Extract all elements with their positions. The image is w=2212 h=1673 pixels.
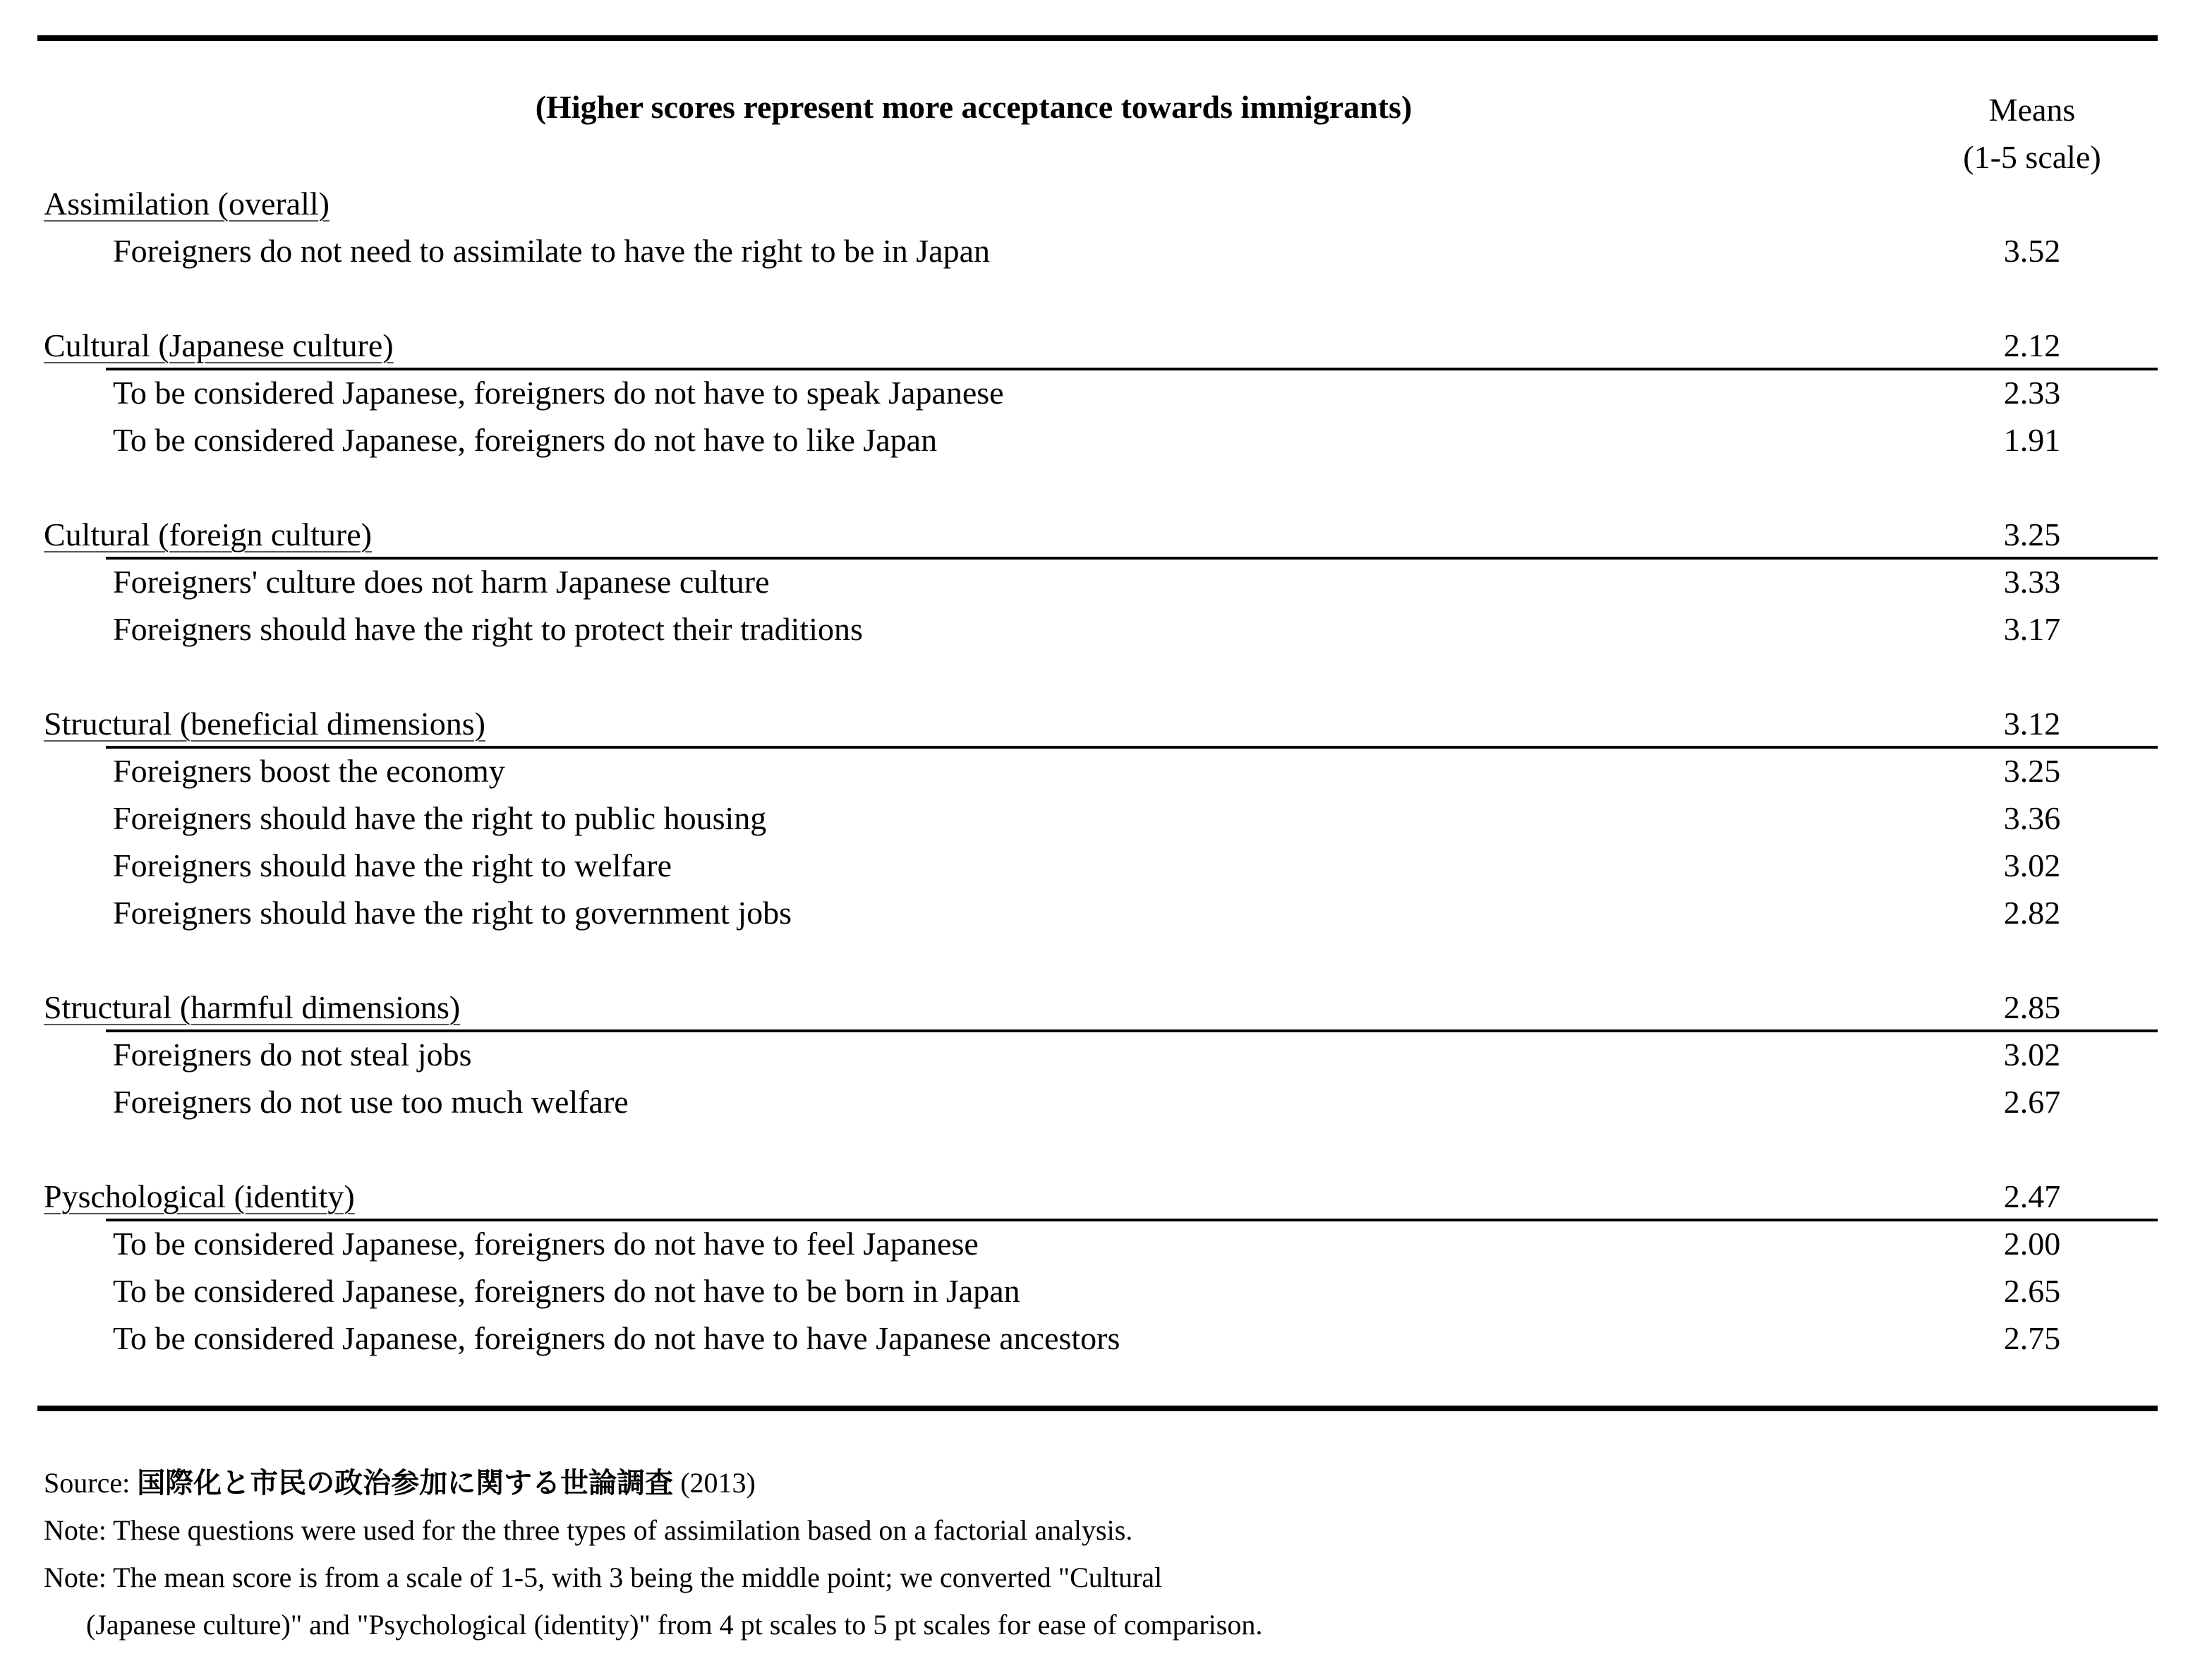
category-label: Cultural (Japanese culture) [44, 327, 394, 363]
table-row [0, 227, 2212, 274]
item-mean: 3.02 [2003, 1037, 2061, 1073]
category-label: Structural (beneficial dimensions) [44, 706, 485, 742]
table-row [0, 747, 2212, 795]
note-2-line-2: (Japanese culture)" and "Psychological (identity)" from 4 pt scales to 5 pt scales for ease of comparison. [86, 1609, 1263, 1641]
item-label: Foreigners boost the economy [113, 753, 505, 789]
item-mean: 3.02 [2003, 847, 2061, 883]
means-table [0, 180, 2212, 1362]
scale-label: (1-5 scale) [1963, 139, 2101, 175]
item-label: Foreigners should have the right to government jobs [113, 895, 792, 931]
table-row [0, 558, 2212, 605]
table-header-note: (Higher scores represent more acceptance towards immigrants) [535, 89, 1413, 125]
source-title: 国際化と市民の政治参加に関する世論調査 [137, 1467, 674, 1499]
table-row [0, 889, 2212, 936]
category-row [0, 1173, 2212, 1220]
category-row [0, 984, 2212, 1031]
category-row [0, 180, 2212, 227]
category-row [0, 322, 2212, 369]
category-mean: 2.47 [2003, 1178, 2061, 1214]
table-row [0, 1078, 2212, 1125]
row-spacer [0, 1125, 2212, 1173]
item-label: To be considered Japanese, foreigners do not have to feel Japanese [113, 1226, 979, 1262]
table-footer [44, 1459, 1262, 1648]
item-label: To be considered Japanese, foreigners do not have to be born in Japan [113, 1273, 1020, 1309]
item-mean: 2.65 [2003, 1273, 2061, 1309]
category-mean: 2.12 [2003, 327, 2061, 363]
table-row [0, 1031, 2212, 1078]
item-mean: 1.91 [2003, 422, 2061, 458]
source-line [44, 1459, 1262, 1506]
item-label: Foreigners should have the right to protect their traditions [113, 611, 863, 647]
table-row [0, 1267, 2212, 1315]
category-mean: 3.25 [2003, 517, 2061, 552]
category-label: Cultural (foreign culture) [44, 517, 372, 552]
table-row [0, 842, 2212, 889]
item-label: Foreigners do not steal jobs [113, 1037, 472, 1073]
item-mean: 3.52 [2003, 233, 2061, 269]
table-bottom-rule [37, 1406, 2158, 1411]
category-row [0, 511, 2212, 558]
item-label: To be considered Japanese, foreigners do not have to speak Japanese [113, 375, 1004, 411]
category-label: Structural (harmful dimensions) [44, 989, 461, 1025]
item-label: Foreigners should have the right to public housing [113, 800, 767, 836]
row-spacer [0, 653, 2212, 700]
category-label: Assimilation (overall) [44, 186, 330, 222]
item-label: To be considered Japanese, foreigners do not have to like Japan [113, 422, 938, 458]
table-row [0, 416, 2212, 464]
means-column-header [1891, 86, 2173, 181]
table-row [0, 605, 2212, 653]
source-prefix: Source: [44, 1467, 131, 1499]
item-mean: 2.67 [2003, 1084, 2061, 1120]
category-mean: 3.12 [2003, 706, 2061, 742]
item-mean: 3.36 [2003, 800, 2061, 836]
item-mean: 3.17 [2003, 611, 2061, 647]
item-mean: 2.33 [2003, 375, 2061, 411]
item-mean: 2.00 [2003, 1226, 2061, 1262]
item-mean: 3.33 [2003, 564, 2061, 600]
row-spacer [0, 274, 2212, 322]
item-mean: 2.75 [2003, 1320, 2061, 1356]
table-top-rule [37, 35, 2158, 41]
category-mean: 2.85 [2003, 989, 2061, 1025]
table-row [0, 1315, 2212, 1362]
item-mean: 3.25 [2003, 753, 2061, 789]
item-label: Foreigners do not use too much welfare [113, 1084, 629, 1120]
note-2-line-1: Note: The mean score is from a scale of 1-5, with 3 being the middle point; we converted "Cultural [44, 1562, 1163, 1593]
category-row [0, 700, 2212, 747]
source-year: (2013) [680, 1467, 756, 1499]
table-row [0, 795, 2212, 842]
note-1: Note: These questions were used for the three types of assimilation based on a factorial analysis. [44, 1514, 1133, 1546]
item-label: Foreigners' culture does not harm Japanese culture [113, 564, 770, 600]
row-spacer [0, 464, 2212, 511]
item-mean: 2.82 [2003, 895, 2061, 931]
table-row [0, 1220, 2212, 1267]
means-label: Means [1988, 92, 2076, 128]
item-label: To be considered Japanese, foreigners do not have to have Japanese ancestors [113, 1320, 1120, 1356]
category-label: Pyschological (identity) [44, 1178, 355, 1214]
table-row [0, 369, 2212, 416]
item-label: Foreigners do not need to assimilate to have the right to be in Japan [113, 233, 990, 269]
item-label: Foreigners should have the right to welfare [113, 847, 672, 883]
row-spacer [0, 936, 2212, 984]
